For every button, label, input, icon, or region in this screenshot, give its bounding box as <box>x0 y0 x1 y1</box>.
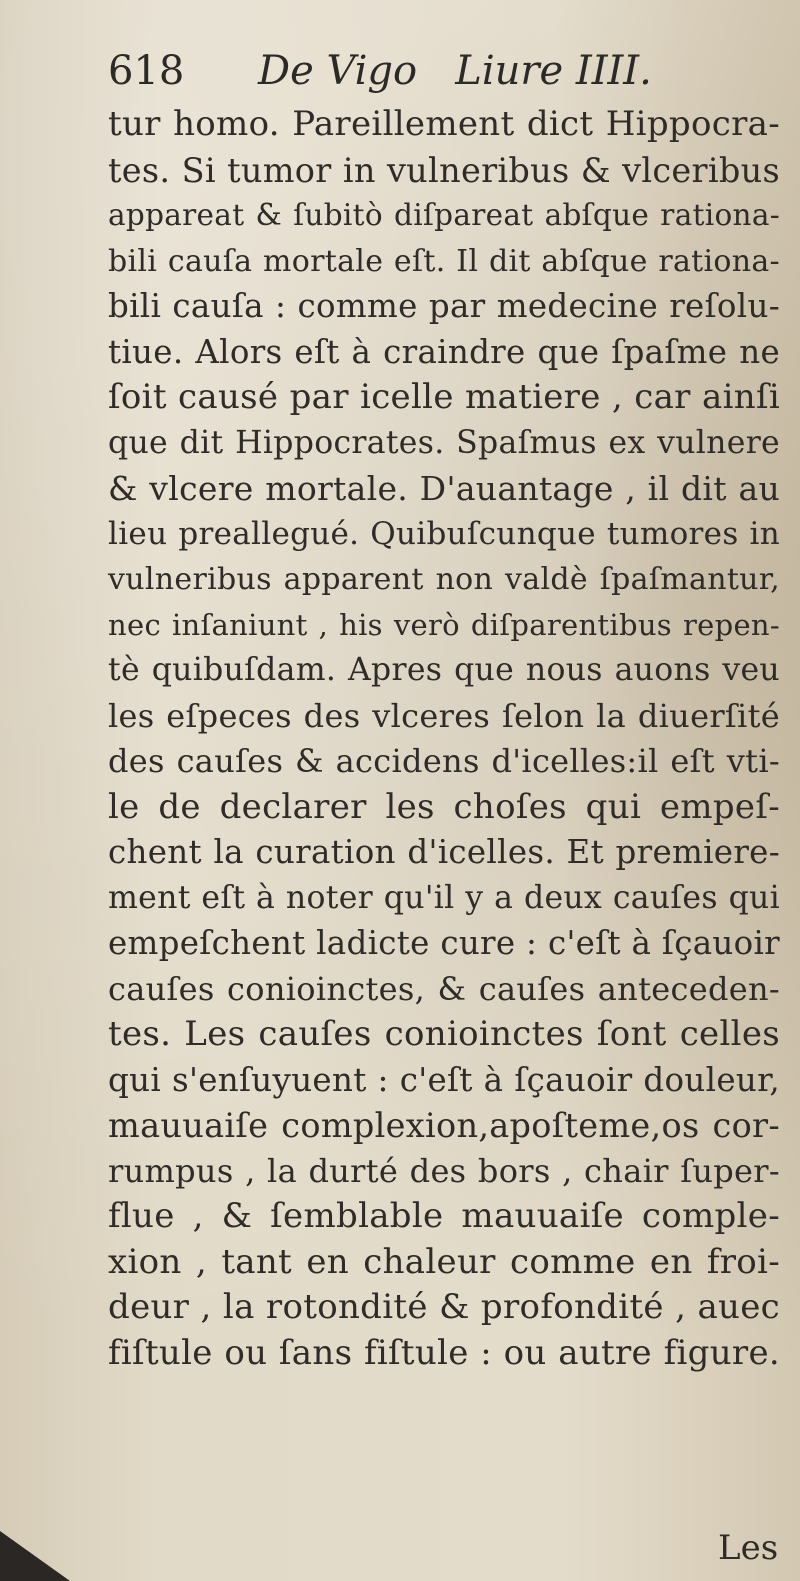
text-line: flue , & ſemblable mauuaiſe comple- <box>108 1196 780 1236</box>
text-line: fiſtule ou ſans fiſtule : ou autre figure. <box>108 1332 780 1373</box>
text-line: tè quibuſdam. Apres que nous auons veu <box>108 652 780 688</box>
running-head: De Vigo Liure IIII. <box>258 48 652 94</box>
page-header <box>108 48 708 100</box>
text-line: tes. Les cauſes conioinctes ſont celles <box>108 1014 780 1054</box>
text-line: xion , tant en chaleur comme en froi- <box>108 1241 780 1282</box>
text-line: qui s'enſuyuent : c'eſt à ſçauoir douleur, <box>108 1060 780 1099</box>
text-line: lieu preallegué. Quibuſcunque tumores in <box>108 515 780 552</box>
text-line: & vlcere mortale. D'auantage , il dit au <box>108 469 780 508</box>
text-line: chent la curation d'icelles. Et premiere- <box>108 833 780 871</box>
text-line: deur , la rotondité & profondité , auec <box>108 1287 780 1327</box>
text-line: vulneribus apparent non valdè ſpaſmantur, <box>108 562 780 597</box>
text-line: cauſes conioinctes, & cauſes anteceden- <box>108 969 780 1008</box>
text-line: mauuaiſe complexion,apoſteme,os cor- <box>108 1106 780 1145</box>
text-line: tur homo. Pareillement dict Hippocra- <box>108 104 780 144</box>
text-line: ſoit causé par icelle matiere , car ainſi <box>108 377 780 417</box>
text-line: que dit Hippocrates. Spaſmus ex vulnere <box>108 424 780 461</box>
text-line: des cauſes & accidens d'icelles:il eſt vti- <box>108 742 780 780</box>
page-corner-shadow <box>0 1531 70 1581</box>
text-line: tiue. Alors eſt à craindre que ſpaſme ne <box>108 332 780 371</box>
text-line: bili cauſa mortale eſt. Il dit abſque rationa- <box>108 243 780 279</box>
text-line: les eſpeces des vlceres ſelon la diuerſité <box>108 696 780 735</box>
text-line: ment eſt à noter qu'il y a deux cauſes qui <box>108 879 780 916</box>
text-line: appareat & ſubitò diſpareat abſque rationa- <box>108 198 780 232</box>
catchword: Les <box>718 1528 779 1568</box>
page-number: 618 <box>108 48 185 94</box>
text-line: nec inſaniunt , his verò diſparentibus repen- <box>108 607 780 642</box>
text-line: rumpus , la durté des bors , chair ſuper- <box>108 1151 780 1190</box>
text-line: le de declarer les choſes qui empeſ- <box>108 786 780 827</box>
text-line: empeſchent ladicte cure : c'eſt à ſçauoir <box>108 924 780 962</box>
body-text <box>108 102 780 1376</box>
text-line: bili cauſa : comme par medecine reſolu- <box>108 287 780 325</box>
text-line: tes. Si tumor in vulneribus & vlceribus <box>108 150 780 190</box>
